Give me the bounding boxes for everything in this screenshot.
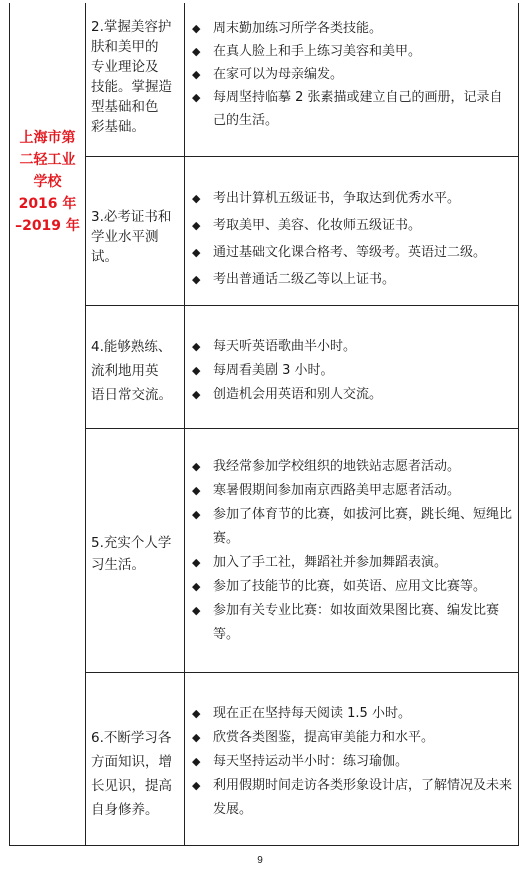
goal-line: 彩基础。 [91,119,145,135]
row-divider-2 [85,305,519,306]
goal-line: 长见识，提高 [91,778,172,794]
list-item [185,86,518,132]
goal-line: 方面知识，增 [91,754,172,770]
list-item [185,63,518,86]
bullet-icon: ◆ [192,192,201,205]
item-text: 考取美甲、美容、化妆师五级证书。 [213,218,422,233]
goal-line: 型基础和色 [91,99,159,115]
list-item [185,726,518,750]
list-item [185,212,518,239]
item-text: 考出计算机五级证书，争取达到优秀水平。 [213,191,461,206]
row-divider-1 [85,156,519,157]
measures-list [185,17,518,132]
list-item [185,40,518,63]
goal-cell [86,207,184,267]
school-line: 学校 [33,174,62,190]
bullet-icon: ◆ [192,246,201,259]
item-text: 周末勤加练习所学各类技能。 [213,21,383,36]
list-item [185,479,518,503]
list-item [185,774,518,822]
goal-line: 习生活。 [91,557,145,573]
bullet-icon: ◆ [192,273,201,286]
goal-cell [86,532,184,576]
goal-cell [86,726,184,822]
list-item [185,750,518,774]
list-item [185,17,518,40]
goal-line: 6.不断学习各 [91,730,172,746]
item-text: 考出普通话二级乙等以上证书。 [213,272,396,287]
bullet-icon: ◆ [192,388,201,401]
measures-cell [185,335,518,407]
bullet-icon: ◆ [192,340,201,353]
item-text: 参加有关专业比赛：如妆面效果图比赛、编发比赛等。 [213,603,500,642]
bullet-icon: ◆ [192,219,201,232]
goal-line: 3.必考证书和 [91,209,172,225]
goal-line: 技能。掌握造 [91,79,172,95]
school-line: 2016 年 [18,196,77,212]
measures-cell [185,455,518,647]
item-text: 在家可以为母亲编发。 [213,67,344,82]
list-item [185,503,518,551]
item-text: 参加了体育节的比赛，如拔河比赛，跳长绳、短绳比赛。 [213,507,513,546]
table-border-right [518,3,519,846]
bullet-icon: ◆ [192,779,201,792]
list-item [185,599,518,647]
list-item [185,383,518,407]
item-text: 我经常参加学校组织的地铁站志愿者活动。 [213,459,461,474]
item-text: 加入了手工社，舞蹈社并参加舞蹈表演。 [213,555,448,570]
bullet-icon: ◆ [192,45,201,58]
plan-table [9,3,519,846]
item-text: 每天坚持运动半小时：练习瑜伽。 [213,754,409,769]
list-item [185,455,518,479]
measures-list [185,702,518,822]
item-text: 每周坚持临摹 2 张素描或建立自己的画册，记录自己的生活。 [213,90,503,128]
list-item [185,335,518,359]
bullet-icon: ◆ [192,604,201,617]
bullet-icon: ◆ [192,707,201,720]
item-text: 在真人脸上和手上练习美容和美甲。 [213,44,422,59]
item-text: 寒暑假期间参加南京西路美甲志愿者活动。 [213,483,461,498]
bullet-icon: ◆ [192,731,201,744]
measures-cell [185,185,518,293]
item-text: 利用假期时间走访各类形象设计店，了解情况及未来发展。 [213,778,513,817]
bullet-icon: ◆ [192,580,201,593]
bullet-icon: ◆ [192,755,201,768]
list-item [185,185,518,212]
bullet-icon: ◆ [192,484,201,497]
bullet-icon: ◆ [192,460,201,473]
school-line: –2019 年 [15,218,80,234]
list-item [185,702,518,726]
list-item [185,551,518,575]
school-line: 二轻工业 [19,152,76,168]
list-item [185,266,518,293]
item-text: 欣赏各类图鉴，提高审美能力和水平。 [213,730,435,745]
goal-line: 学业水平测 [91,229,159,245]
bullet-icon: ◆ [192,508,201,521]
table-border-bottom [9,845,519,846]
item-text: 每天听英语歌曲半小时。 [213,339,357,354]
measures-cell [185,702,518,822]
bullet-icon: ◆ [192,556,201,569]
school-line: 上海市第 [19,130,76,146]
measures-list [185,185,518,293]
measures-list [185,335,518,407]
list-item [185,359,518,383]
goal-cell [86,335,184,407]
bullet-icon: ◆ [192,68,201,81]
goal-line: 4.能够熟练、 [91,339,172,355]
page-number: 9 [257,855,263,866]
bullet-icon: ◆ [192,91,201,104]
goal-cell [86,17,184,137]
bullet-icon: ◆ [192,364,201,377]
goal-line: 流利地用英 [91,363,159,379]
row-divider-3 [85,428,519,429]
goal-line: 自身修养。 [91,802,159,818]
item-text: 参加了技能节的比赛，如英语、应用文比赛等。 [213,579,487,594]
bullet-icon: ◆ [192,22,201,35]
school-period [10,127,85,237]
item-text: 每周看美剧 3 小时。 [213,363,334,378]
item-text: 现在正在坚持每天阅读 1.5 小时。 [213,706,411,721]
goal-line: 肤和美甲的 [91,39,159,55]
goal-line: 语日常交流。 [91,387,172,403]
goal-line: 2.掌握美容护 [91,19,172,35]
item-text: 通过基础文化课合格考、等级考。英语过二级。 [213,245,487,260]
goal-line: 专业理论及 [91,59,159,75]
measures-list [185,455,518,647]
list-item [185,239,518,266]
item-text: 创造机会用英语和别人交流。 [213,387,383,402]
list-item [185,575,518,599]
goal-line: 5.充实个人学 [91,535,172,551]
measures-cell [185,17,518,132]
row-divider-4 [85,672,519,673]
goal-line: 试。 [91,249,118,265]
